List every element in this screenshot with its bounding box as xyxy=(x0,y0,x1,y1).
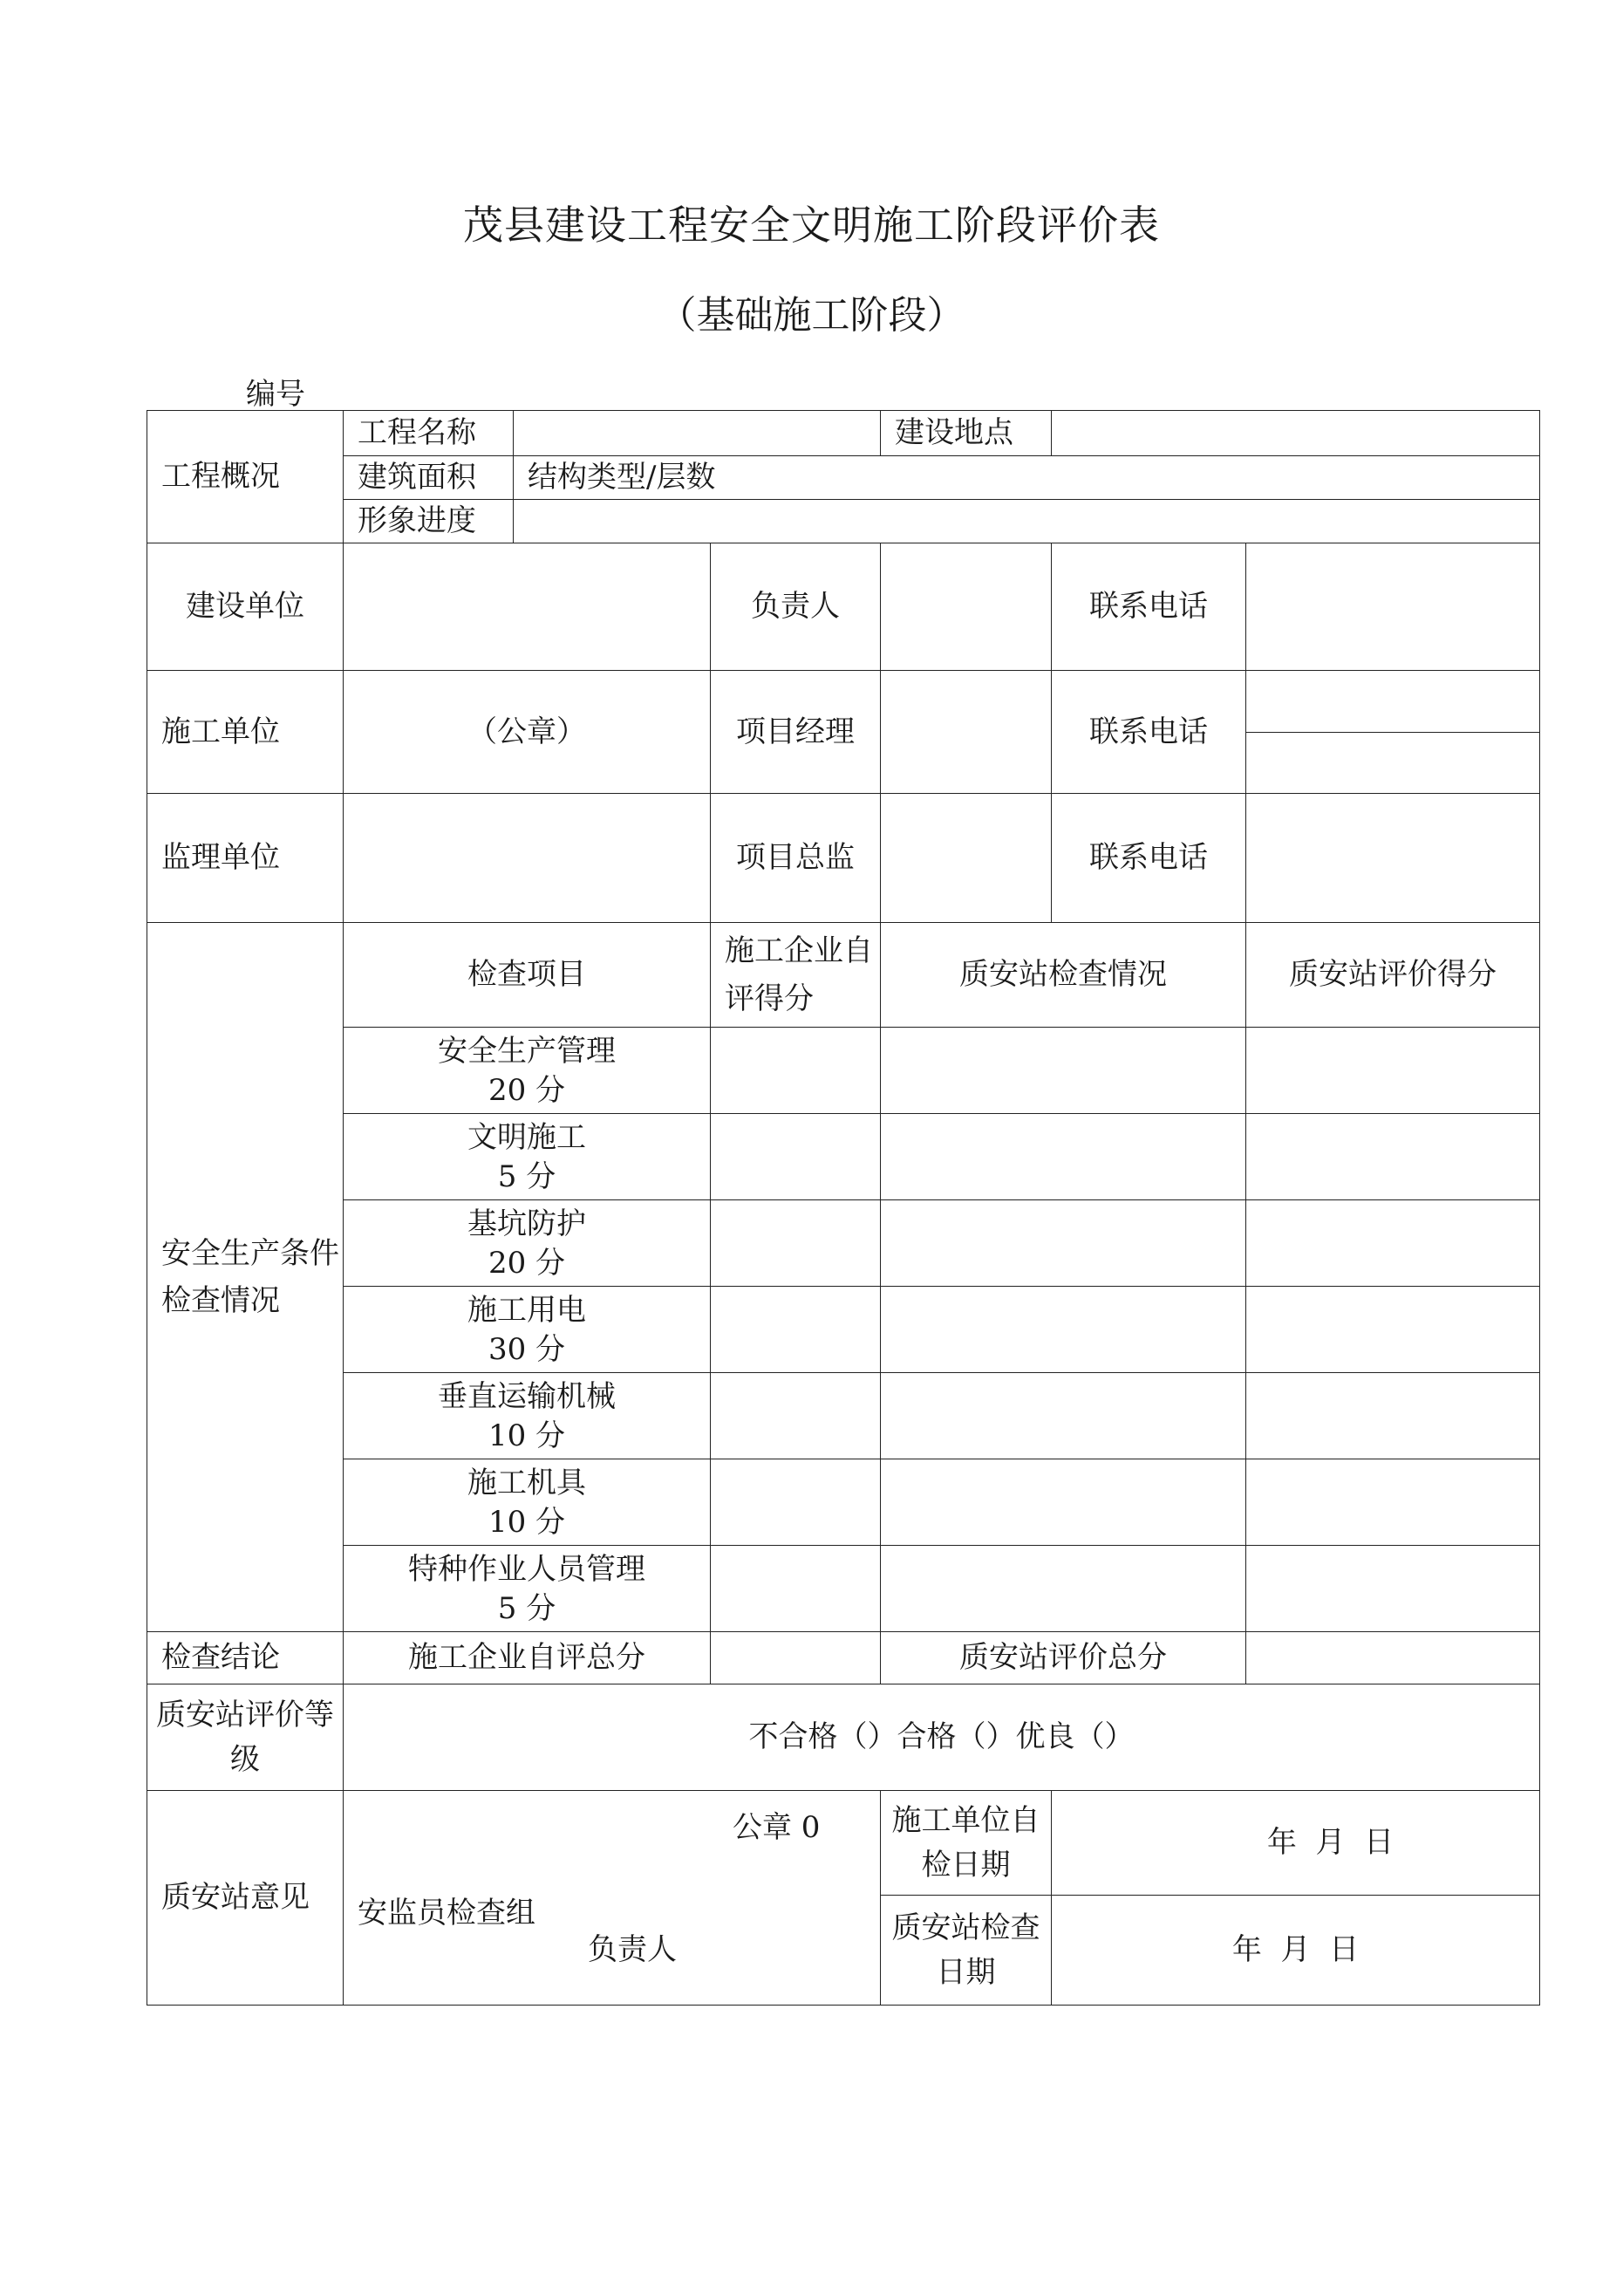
project-manager-value[interactable] xyxy=(881,671,1052,794)
opinion-content[interactable] xyxy=(344,1791,881,2006)
contractor-phone-label: 联系电话 xyxy=(1052,671,1246,794)
station-check-cell[interactable] xyxy=(881,1287,1246,1373)
evaluation-table xyxy=(147,410,1540,2006)
station-check-cell[interactable] xyxy=(881,1200,1246,1287)
check-item-name: 基坑防护 xyxy=(467,1206,586,1241)
check-item xyxy=(344,1028,711,1114)
builder-value[interactable] xyxy=(344,543,711,671)
station-total-label: 质安站评价总分 xyxy=(881,1632,1246,1684)
contractor-phone-line-1[interactable] xyxy=(1246,671,1539,732)
supervisor-phone-value[interactable] xyxy=(1246,794,1540,923)
building-area-label: 建筑面积 xyxy=(344,456,514,500)
station-check-cell[interactable] xyxy=(881,1546,1246,1632)
station-check-cell[interactable] xyxy=(881,1459,1246,1546)
contractor-phone-cell[interactable] xyxy=(1246,671,1540,794)
project-manager-label: 项目经理 xyxy=(711,671,881,794)
station-score-cell[interactable] xyxy=(1246,1373,1540,1459)
project-name-label: 工程名称 xyxy=(344,411,514,456)
opinion-label: 质安站意见 xyxy=(147,1791,344,2006)
station-score-cell[interactable] xyxy=(1246,1546,1540,1632)
check-item xyxy=(344,1546,711,1632)
check-item-score: 10 分 xyxy=(488,1418,566,1453)
inspection-group-label: 安监员检查组 xyxy=(358,1896,535,1930)
station-score-cell[interactable] xyxy=(1246,1459,1540,1546)
station-score-cell[interactable] xyxy=(1246,1287,1540,1373)
self-score-cell[interactable] xyxy=(711,1114,881,1200)
station-check-date-label: 质安站检查日期 xyxy=(881,1896,1052,2006)
check-item-score: 5 分 xyxy=(497,1159,556,1194)
grade-options-text: 不合格（）合格（）优良（） xyxy=(748,1719,1135,1755)
station-check-cell[interactable] xyxy=(881,1114,1246,1200)
contractor-phone-line-2[interactable] xyxy=(1246,732,1539,793)
check-item-score: 20 分 xyxy=(488,1246,566,1281)
builder-phone-label: 联系电话 xyxy=(1052,543,1246,671)
contractor-seal: （公章） xyxy=(344,671,711,794)
check-item-score: 5 分 xyxy=(497,1591,556,1626)
self-score-cell[interactable] xyxy=(711,1200,881,1287)
builder-phone-value[interactable] xyxy=(1246,543,1540,671)
station-score-cell[interactable] xyxy=(1246,1114,1540,1200)
supervisor-label: 监理单位 xyxy=(147,794,344,923)
check-item xyxy=(344,1287,711,1373)
station-score-cell[interactable] xyxy=(1246,1200,1540,1287)
station-check-cell[interactable] xyxy=(881,1373,1246,1459)
self-check-date-label: 施工单位自检日期 xyxy=(881,1791,1052,1896)
progress-label: 形象进度 xyxy=(344,500,514,543)
self-check-date-value[interactable]: 年 月 日 xyxy=(1052,1791,1540,1896)
location-value[interactable] xyxy=(1052,411,1540,456)
location-label: 建设地点 xyxy=(881,411,1052,456)
form-subtitle: （基础施工阶段） xyxy=(658,293,965,338)
grade-label: 质安站评价等级 xyxy=(147,1684,344,1791)
opinion-seal: 公章 0 xyxy=(733,1810,821,1845)
self-score-cell[interactable] xyxy=(711,1373,881,1459)
overview-section-label: 工程概况 xyxy=(147,411,344,543)
station-check-date-value[interactable]: 年 月 日 xyxy=(1052,1896,1540,2006)
supervisor-phone-label: 联系电话 xyxy=(1052,794,1246,923)
check-item xyxy=(344,1459,711,1546)
check-item xyxy=(344,1200,711,1287)
builder-person-label: 负责人 xyxy=(711,543,881,671)
col-self-score: 施工企业自评得分 xyxy=(711,923,881,1028)
supervisor-value[interactable] xyxy=(344,794,711,923)
builder-person-value[interactable] xyxy=(881,543,1052,671)
station-check-cell[interactable] xyxy=(881,1028,1246,1114)
col-station-score: 质安站评价得分 xyxy=(1246,923,1540,1028)
check-item-score: 20 分 xyxy=(488,1073,566,1108)
check-item-score: 30 分 xyxy=(488,1332,566,1367)
check-item xyxy=(344,1114,711,1200)
check-item-name: 施工用电 xyxy=(467,1293,586,1328)
chief-supervisor-value[interactable] xyxy=(881,794,1052,923)
self-score-cell[interactable] xyxy=(711,1028,881,1114)
inspection-section-label: 安全生产条件检查情况 xyxy=(147,923,344,1632)
grade-options[interactable] xyxy=(344,1684,1540,1791)
self-total-label: 施工企业自评总分 xyxy=(344,1632,711,1684)
chief-supervisor-label: 项目总监 xyxy=(711,794,881,923)
form-title: 茂县建设工程安全文明施工阶段评价表 xyxy=(463,202,1160,249)
self-total-value[interactable] xyxy=(711,1632,881,1684)
contractor-label: 施工单位 xyxy=(147,671,344,794)
check-item-name: 特种作业人员管理 xyxy=(408,1552,645,1587)
self-score-cell[interactable] xyxy=(711,1546,881,1632)
structure-type-label: 结构类型/层数 xyxy=(514,456,1540,500)
self-score-cell[interactable] xyxy=(711,1287,881,1373)
group-head-label: 负责人 xyxy=(588,1932,677,1967)
check-item-name: 文明施工 xyxy=(467,1120,586,1155)
check-item-name: 垂直运输机械 xyxy=(438,1379,616,1414)
check-item-name: 安全生产管理 xyxy=(438,1034,616,1069)
conclusion-label: 检查结论 xyxy=(147,1632,344,1684)
check-item-name: 施工机具 xyxy=(467,1466,586,1500)
project-name-value[interactable] xyxy=(514,411,881,456)
serial-number-label: 编号 xyxy=(246,377,305,412)
builder-label: 建设单位 xyxy=(147,543,344,671)
col-station-check: 质安站检查情况 xyxy=(881,923,1246,1028)
check-item-score: 10 分 xyxy=(488,1505,566,1540)
station-score-cell[interactable] xyxy=(1246,1028,1540,1114)
progress-value[interactable] xyxy=(514,500,1540,543)
col-check-item: 检查项目 xyxy=(344,923,711,1028)
check-item xyxy=(344,1373,711,1459)
self-score-cell[interactable] xyxy=(711,1459,881,1546)
station-total-value[interactable] xyxy=(1246,1632,1540,1684)
